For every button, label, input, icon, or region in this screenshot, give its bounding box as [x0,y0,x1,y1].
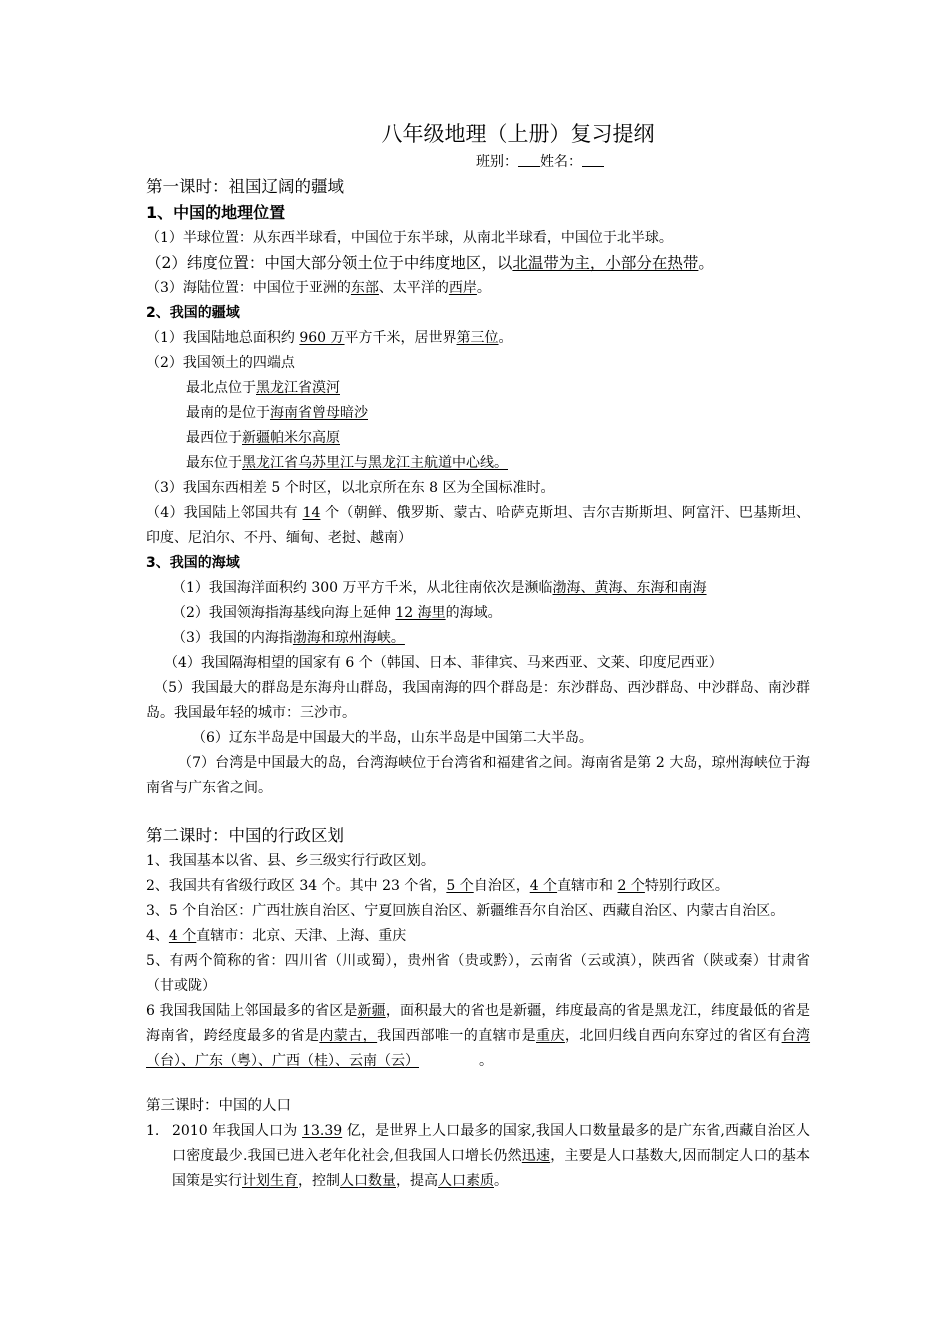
answer-underline: 人口素质 [438,1173,494,1189]
answer-underline: 内蒙古， [319,1028,378,1044]
northernmost-point [146,376,810,401]
province-facts [146,999,810,1074]
answer-underline: 5 个 [446,878,474,894]
text-span: ，主要是人口基数大,因而制定人口的基本国策是实行 [172,1148,811,1189]
westernmost-point [146,426,810,451]
hemisphere-position: （1）半球位置：从东西半球看，中国位于东半球，从南北半球看，中国位于北半球。 [146,230,673,246]
text-span: 自治区， [473,878,530,894]
answer-underline: 台湾（台）、广东（粤）、广西（桂）、云南（云） [146,1028,811,1069]
text-span: 特别行政区。 [644,878,729,894]
text-span: 。 [494,1173,508,1189]
text-span: 6 我国我国陆上邻国最多的省区是 [146,1003,358,1019]
text-span: 个（朝鲜、俄罗斯、蒙古、哈萨克斯坦、吉尔吉斯斯坦、阿富汗、巴基斯坦、印度、尼泊尔、不丹、缅甸、老挝、越南） [146,505,811,546]
answer-underline: 960 万 [299,330,345,346]
item-number: 1. [146,1123,160,1139]
answer-underline: 第三位 [456,330,499,346]
class-label: 班别： [476,154,518,170]
text-span: 、太平洋的 [378,280,449,296]
answer-underline: 渤海和琼州海峡。 [292,630,405,646]
text-span: 4、 [146,928,169,944]
answer-underline: 13.39 [302,1123,343,1139]
text-span: （3）我国的内海指 [172,630,293,646]
answer-underline: 新疆帕米尔高原 [242,430,340,446]
page-title: 八年级地理（上册）复习提纲 [381,122,655,146]
text-span: 最西位于 [186,430,242,446]
answer-underline: 重庆 [536,1028,565,1044]
land-area [146,326,810,351]
territorial-sea [146,601,810,626]
text-span: 最东位于 [186,455,242,471]
text-span: 直辖市：北京、天津、上海、重庆 [196,928,407,944]
autonomous-regions: 3、5 个自治区：广西壮族自治区、宁夏回族自治区、新疆维吾尔自治区、西藏自治区、内蒙古自治区。 [146,903,785,919]
class-name-fields [476,152,604,172]
answer-underline: 黑龙江省漠河 [256,380,340,396]
answer-underline: 北温带为主，小部分在热带 [512,254,699,272]
text-span: 最北点位于 [186,380,256,396]
text-span: 平方千米，居世界 [344,330,457,346]
province-abbreviations: 5、有两个简称的省：四川省（川或蜀），贵州省（贵或黔），云南省（云或滇），陕西省（陕或秦）甘肃省（甘或陇） [146,953,810,994]
lesson2-heading: 第二课时：中国的行政区划 [146,826,344,845]
largest-peninsula: （6）辽东半岛是中国最大的半岛，山东半岛是中国第二大半岛。 [192,730,593,746]
land-sea-position [146,276,810,301]
answer-underline: 4 个 [529,878,558,894]
population-item [146,1119,810,1194]
easternmost-point [146,451,810,476]
answer-underline: 西岸 [448,280,477,296]
admin-levels: 1、我国基本以省、县、乡三级实行行政区划。 [146,853,435,869]
text-span: 最南的是位于 [186,405,270,421]
text-span: ，提高 [396,1173,438,1189]
time-zones: （3）我国东西相差 5 个时区，以北京所在东 8 区为全国标准时。 [146,480,555,496]
text-span: 。 [479,1053,493,1069]
section-geographic-position-heading: 1、中国的地理位置 [146,203,286,222]
text-span: ，控制 [298,1173,340,1189]
largest-island: （7）台湾是中国最大的岛，台湾海峡位于台湾省和福建省之间。海南省是第 2 大岛，琼州海峡位于海南省与广东省之间。 [146,755,810,796]
sea-area [146,576,810,601]
answer-underline: 迅速 [521,1148,551,1164]
overseas-neighbors: （4）我国隔海相望的国家有 6 个（韩国、日本、菲律宾、马来西亚、文莱、印度尼西亚） [164,655,723,671]
answer-underline: 4 个 [168,928,197,944]
text-span: 。 [698,254,714,272]
latitude-position [146,251,810,276]
text-span: （4）我国陆上邻国共有 [146,505,303,521]
answer-underline: 渤海、黄海、东海和南海 [552,580,707,596]
text-span: （2）我国领海指海基线向海上延伸 [172,605,396,621]
land-neighbors [146,501,810,551]
answer-underline: 人口数量 [340,1173,396,1189]
answer-underline: 12 海里 [395,605,446,621]
text-span: 中国大部分领土位于中纬度地区，以 [264,254,513,272]
text-span: 我国西部唯一的直辖市是 [377,1028,537,1044]
text-span: ，北回归线自西向东穿过的省区有 [564,1028,782,1044]
answer-underline: 海南省曾母暗沙 [270,405,368,421]
text-span: 的海域。 [445,605,502,621]
largest-archipelago: （5）我国最大的群岛是东海舟山群岛，我国南海的四个群岛是：东沙群岛、西沙群岛、中沙群岛、南沙群岛。我国最年轻的城市：三沙市。 [146,680,810,721]
lesson1-heading: 第一课时：祖国辽阔的疆域 [146,177,344,196]
answer-underline: 计划生育 [242,1173,298,1189]
municipalities [146,924,810,949]
provincial-units [146,874,810,899]
text-span: 亿，是世界上人口最多的国家,我国人口数量最多的是广东省,西藏自治区人口密度最少.我国已进入老年化社会,但我国人口增长仍然 [172,1123,810,1164]
text-span: 2010 年我国人口为 [172,1123,303,1139]
text-span: （2）纬度位置： [146,254,265,272]
name-label: 姓名： [540,154,582,170]
name-blank [582,152,604,167]
text-span: 。 [498,330,513,346]
document-page [146,118,810,1194]
text-span: （1）我国海洋面积约 300 万平方千米，从北往南依次是濒临 [172,580,553,596]
answer-underline: 14 [302,505,321,521]
text-span: 。 [476,280,491,296]
section-seas-heading: 3、我国的海域 [146,555,240,571]
text-span: ，面积最大的省也是新疆，纬度最高的省是黑龙江，纬度最低的省是海南省，跨经度最多的省是 [146,1003,811,1044]
answer-underline: 黑龙江省乌苏里江与黑龙江主航道中心线。 [242,455,508,471]
section-territory-heading: 2、我国的疆域 [146,305,240,321]
answer-underline: 2 个 [617,878,645,894]
lesson3-heading: 第三课时：中国的人口 [146,1098,291,1114]
four-extreme-points: （2）我国领土的四端点 [146,355,295,371]
southernmost-point [146,401,810,426]
answer-underline: 新疆 [357,1003,386,1019]
text-span: （3）海陆位置：中国位于亚洲的 [146,280,351,296]
class-blank [518,152,540,167]
text-span: 直辖市和 [557,878,618,894]
inland-sea [146,626,810,651]
text-span: 2、我国共有省级行政区 34 个。其中 23 个省， [146,878,447,894]
answer-underline: 东部 [350,280,379,296]
text-span: （1）我国陆地总面积约 [146,330,300,346]
